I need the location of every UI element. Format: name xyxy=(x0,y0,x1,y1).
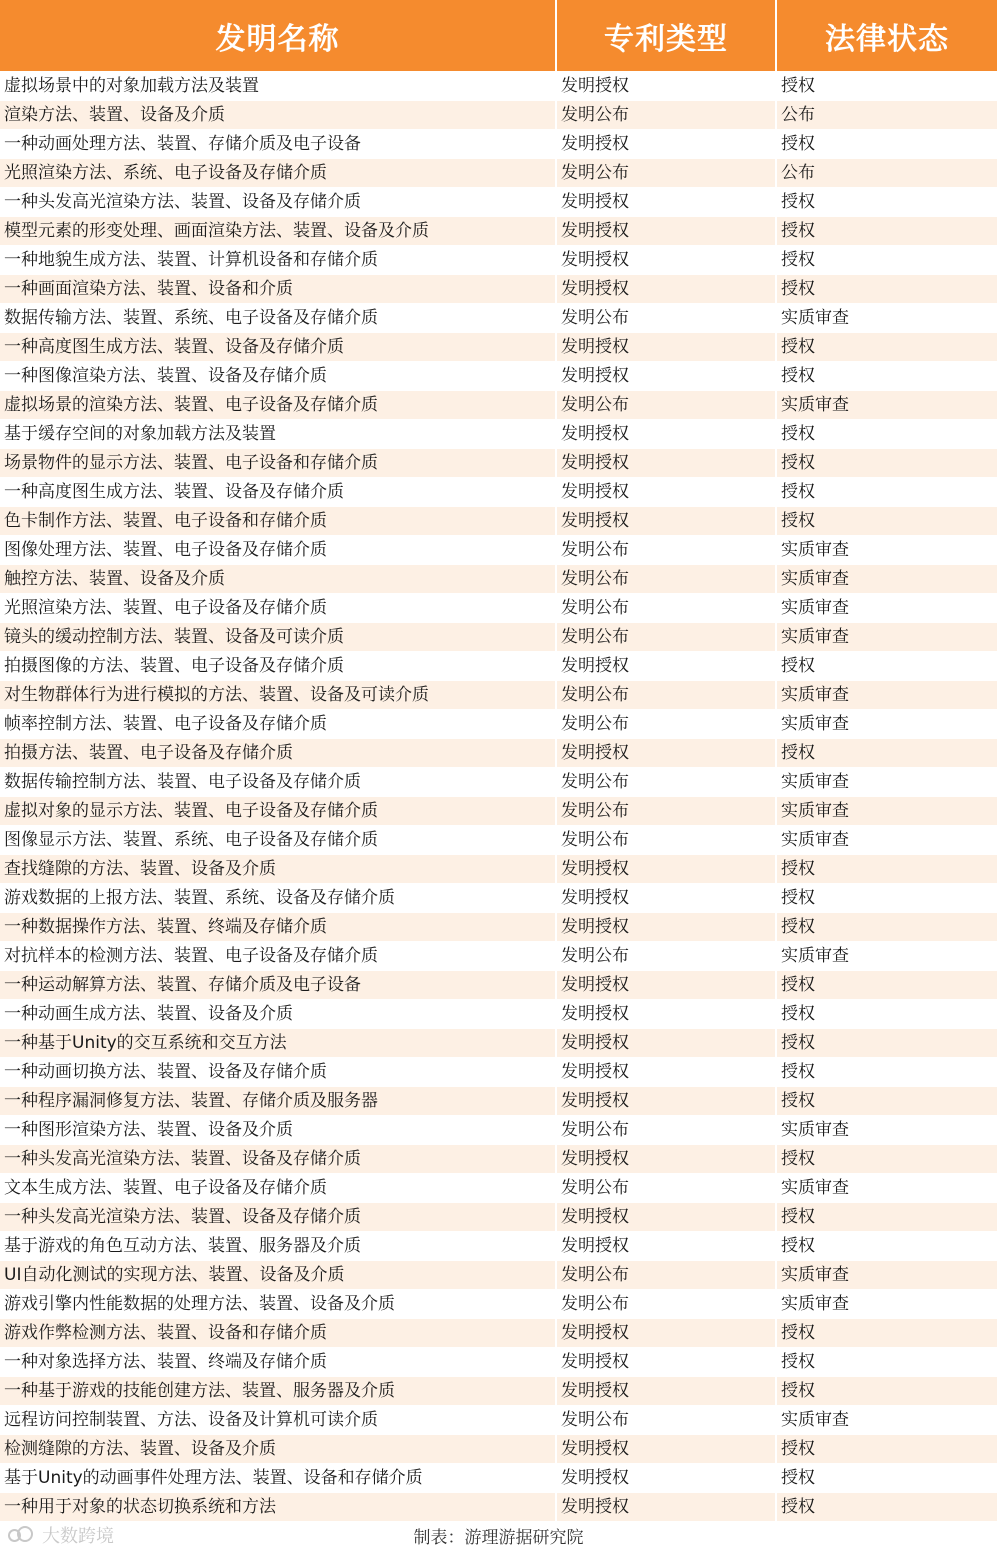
table-row xyxy=(0,1406,997,1435)
cell-legal-status: 公布 xyxy=(777,159,997,187)
cell-patent-type: 发明授权 xyxy=(557,855,775,883)
table-row xyxy=(0,884,997,913)
table-row xyxy=(0,304,997,333)
cell-invention-name: 数据传输方法、装置、系统、电子设备及存储介质 xyxy=(0,304,555,332)
cell-patent-type: 发明授权 xyxy=(557,1435,775,1463)
cell-legal-status: 授权 xyxy=(777,971,997,999)
table-row xyxy=(0,1261,997,1290)
cell-invention-name: 数据传输控制方法、装置、电子设备及存储介质 xyxy=(0,768,555,796)
cell-patent-type: 发明公布 xyxy=(557,1290,775,1318)
cell-invention-name: 一种头发高光渲染方法、装置、设备及存储介质 xyxy=(0,1145,555,1173)
cell-legal-status: 授权 xyxy=(777,1203,997,1231)
cell-invention-name: 光照渲染方法、系统、电子设备及存储介质 xyxy=(0,159,555,187)
cell-invention-name: 渲染方法、装置、设备及介质 xyxy=(0,101,555,129)
cell-legal-status: 公布 xyxy=(777,101,997,129)
table-row xyxy=(0,1000,997,1029)
cell-invention-name: 触控方法、装置、设备及介质 xyxy=(0,565,555,593)
cell-invention-name: 一种程序漏洞修复方法、装置、存储介质及服务器 xyxy=(0,1087,555,1115)
cell-invention-name: 一种运动解算方法、装置、存储介质及电子设备 xyxy=(0,971,555,999)
table-row xyxy=(0,1348,997,1377)
table-row xyxy=(0,362,997,391)
cell-invention-name: 虚拟场景的渲染方法、装置、电子设备及存储介质 xyxy=(0,391,555,419)
cell-patent-type: 发明授权 xyxy=(557,333,775,361)
cell-invention-name: 拍摄方法、装置、电子设备及存储介质 xyxy=(0,739,555,767)
cell-patent-type: 发明授权 xyxy=(557,739,775,767)
cell-legal-status: 实质审查 xyxy=(777,1174,997,1202)
cell-legal-status: 授权 xyxy=(777,1464,997,1492)
cell-invention-name: 场景物件的显示方法、装置、电子设备和存储介质 xyxy=(0,449,555,477)
cell-legal-status: 授权 xyxy=(777,420,997,448)
table-row xyxy=(0,478,997,507)
cell-legal-status: 实质审查 xyxy=(777,565,997,593)
table-row xyxy=(0,217,997,246)
cell-legal-status: 授权 xyxy=(777,188,997,216)
cell-patent-type: 发明授权 xyxy=(557,652,775,680)
table-row xyxy=(0,1087,997,1116)
table-row xyxy=(0,246,997,275)
cell-legal-status: 授权 xyxy=(777,1493,997,1521)
cell-legal-status: 授权 xyxy=(777,333,997,361)
cell-invention-name: 一种基于游戏的技能创建方法、装置、服务器及介质 xyxy=(0,1377,555,1405)
cell-legal-status: 实质审查 xyxy=(777,797,997,825)
cell-invention-name: 远程访问控制装置、方法、设备及计算机可读介质 xyxy=(0,1406,555,1434)
table-row xyxy=(0,855,997,884)
cell-legal-status: 实质审查 xyxy=(777,594,997,622)
cell-invention-name: 一种动画处理方法、装置、存储介质及电子设备 xyxy=(0,130,555,158)
table-row xyxy=(0,1464,997,1493)
cell-invention-name: 色卡制作方法、装置、电子设备和存储介质 xyxy=(0,507,555,535)
cell-legal-status: 实质审查 xyxy=(777,768,997,796)
cell-legal-status: 实质审查 xyxy=(777,536,997,564)
cell-legal-status: 授权 xyxy=(777,1145,997,1173)
header-legal-status: 法律状态 xyxy=(777,0,997,71)
cell-legal-status: 授权 xyxy=(777,855,997,883)
cell-invention-name: 基于游戏的角色互动方法、装置、服务器及介质 xyxy=(0,1232,555,1260)
table-row xyxy=(0,768,997,797)
cell-patent-type: 发明授权 xyxy=(557,971,775,999)
cell-invention-name: 查找缝隙的方法、装置、设备及介质 xyxy=(0,855,555,883)
table-header xyxy=(0,0,997,71)
cell-legal-status: 授权 xyxy=(777,275,997,303)
table-row xyxy=(0,942,997,971)
header-patent-type: 专利类型 xyxy=(557,0,775,71)
watermark-text: 大数跨境 xyxy=(42,1526,114,1547)
cell-patent-type: 发明授权 xyxy=(557,1029,775,1057)
cell-legal-status: 实质审查 xyxy=(777,391,997,419)
cell-invention-name: 一种头发高光渲染方法、装置、设备及存储介质 xyxy=(0,1203,555,1231)
cell-patent-type: 发明授权 xyxy=(557,1203,775,1231)
cell-legal-status: 授权 xyxy=(777,72,997,100)
cell-patent-type: 发明公布 xyxy=(557,536,775,564)
cell-patent-type: 发明公布 xyxy=(557,942,775,970)
cell-legal-status: 授权 xyxy=(777,1435,997,1463)
cell-legal-status: 实质审查 xyxy=(777,1290,997,1318)
table-row xyxy=(0,1232,997,1261)
cell-patent-type: 发明公布 xyxy=(557,710,775,738)
cell-patent-type: 发明公布 xyxy=(557,391,775,419)
cell-patent-type: 发明授权 xyxy=(557,130,775,158)
table-row xyxy=(0,1377,997,1406)
cell-legal-status: 授权 xyxy=(777,478,997,506)
cell-legal-status: 实质审查 xyxy=(777,1406,997,1434)
table-row xyxy=(0,681,997,710)
cell-invention-name: 对生物群体行为进行模拟的方法、装置、设备及可读介质 xyxy=(0,681,555,709)
cell-invention-name: 基于缓存空间的对象加载方法及装置 xyxy=(0,420,555,448)
cell-patent-type: 发明公布 xyxy=(557,1261,775,1289)
cell-legal-status: 实质审查 xyxy=(777,826,997,854)
cell-invention-name: 一种数据操作方法、装置、终端及存储介质 xyxy=(0,913,555,941)
cell-patent-type: 发明授权 xyxy=(557,1319,775,1347)
cell-legal-status: 授权 xyxy=(777,1087,997,1115)
cell-legal-status: 授权 xyxy=(777,1377,997,1405)
table-row xyxy=(0,101,997,130)
cell-legal-status: 实质审查 xyxy=(777,1116,997,1144)
table-row xyxy=(0,739,997,768)
cell-invention-name: 文本生成方法、装置、电子设备及存储介质 xyxy=(0,1174,555,1202)
table-row xyxy=(0,1145,997,1174)
cell-invention-name: 拍摄图像的方法、装置、电子设备及存储介质 xyxy=(0,652,555,680)
table-row xyxy=(0,275,997,304)
cell-legal-status: 实质审查 xyxy=(777,710,997,738)
cell-patent-type: 发明公布 xyxy=(557,826,775,854)
cell-invention-name: 游戏引擎内性能数据的处理方法、装置、设备及介质 xyxy=(0,1290,555,1318)
cell-legal-status: 授权 xyxy=(777,884,997,912)
cell-patent-type: 发明公布 xyxy=(557,1116,775,1144)
cell-legal-status: 授权 xyxy=(777,1029,997,1057)
cell-legal-status: 授权 xyxy=(777,1058,997,1086)
cell-patent-type: 发明授权 xyxy=(557,217,775,245)
cell-legal-status: 授权 xyxy=(777,913,997,941)
table-footer xyxy=(0,1521,997,1550)
cell-patent-type: 发明授权 xyxy=(557,188,775,216)
cell-legal-status: 授权 xyxy=(777,1232,997,1260)
cell-patent-type: 发明授权 xyxy=(557,507,775,535)
table-row xyxy=(0,594,997,623)
table-row xyxy=(0,333,997,362)
table-row xyxy=(0,623,997,652)
table-row xyxy=(0,1319,997,1348)
cell-patent-type: 发明公布 xyxy=(557,1406,775,1434)
cell-legal-status: 授权 xyxy=(777,130,997,158)
cell-patent-type: 发明公布 xyxy=(557,565,775,593)
cell-patent-type: 发明授权 xyxy=(557,72,775,100)
cell-invention-name: 一种动画切换方法、装置、设备及存储介质 xyxy=(0,1058,555,1086)
cell-invention-name: 一种基于Unity的交互系统和交互方法 xyxy=(0,1029,555,1057)
table-row xyxy=(0,130,997,159)
cell-invention-name: UI自动化测试的实现方法、装置、设备及介质 xyxy=(0,1261,555,1289)
table-row xyxy=(0,826,997,855)
cell-patent-type: 发明授权 xyxy=(557,362,775,390)
cell-invention-name: 虚拟对象的显示方法、装置、电子设备及存储介质 xyxy=(0,797,555,825)
cell-legal-status: 授权 xyxy=(777,217,997,245)
cell-patent-type: 发明授权 xyxy=(557,1000,775,1028)
table-row xyxy=(0,188,997,217)
cell-invention-name: 一种高度图生成方法、装置、设备及存储介质 xyxy=(0,478,555,506)
cell-legal-status: 授权 xyxy=(777,652,997,680)
cell-patent-type: 发明公布 xyxy=(557,594,775,622)
cell-invention-name: 模型元素的形变处理、画面渲染方法、装置、设备及介质 xyxy=(0,217,555,245)
table-row xyxy=(0,971,997,1000)
table-row xyxy=(0,449,997,478)
cell-patent-type: 发明授权 xyxy=(557,1348,775,1376)
table-row xyxy=(0,1029,997,1058)
cell-legal-status: 实质审查 xyxy=(777,1261,997,1289)
cell-legal-status: 授权 xyxy=(777,507,997,535)
cell-invention-name: 游戏作弊检测方法、装置、设备和存储介质 xyxy=(0,1319,555,1347)
cell-legal-status: 实质审查 xyxy=(777,681,997,709)
cell-patent-type: 发明授权 xyxy=(557,1232,775,1260)
cell-invention-name: 一种地貌生成方法、装置、计算机设备和存储介质 xyxy=(0,246,555,274)
table-row xyxy=(0,159,997,188)
cell-patent-type: 发明公布 xyxy=(557,681,775,709)
cell-patent-type: 发明公布 xyxy=(557,101,775,129)
cell-patent-type: 发明公布 xyxy=(557,304,775,332)
table-row xyxy=(0,72,997,101)
cell-invention-name: 游戏数据的上报方法、装置、系统、设备及存储介质 xyxy=(0,884,555,912)
cell-legal-status: 授权 xyxy=(777,1000,997,1028)
cell-patent-type: 发明授权 xyxy=(557,246,775,274)
cell-patent-type: 发明授权 xyxy=(557,913,775,941)
cell-patent-type: 发明授权 xyxy=(557,1377,775,1405)
table-row xyxy=(0,507,997,536)
cell-invention-name: 帧率控制方法、装置、电子设备及存储介质 xyxy=(0,710,555,738)
table-row xyxy=(0,1203,997,1232)
cell-patent-type: 发明授权 xyxy=(557,884,775,912)
table-credit: 制表：游理游据研究院 xyxy=(413,1528,584,1548)
table-row xyxy=(0,1174,997,1203)
cell-patent-type: 发明公布 xyxy=(557,623,775,651)
cell-legal-status: 授权 xyxy=(777,1348,997,1376)
cell-patent-type: 发明授权 xyxy=(557,1058,775,1086)
cell-patent-type: 发明授权 xyxy=(557,1464,775,1492)
table-row xyxy=(0,913,997,942)
table-row xyxy=(0,391,997,420)
cell-invention-name: 基于Unity的动画事件处理方法、装置、设备和存储介质 xyxy=(0,1464,555,1492)
cell-invention-name: 一种对象选择方法、装置、终端及存储介质 xyxy=(0,1348,555,1376)
cell-patent-type: 发明授权 xyxy=(557,478,775,506)
cell-patent-type: 发明公布 xyxy=(557,797,775,825)
cell-legal-status: 授权 xyxy=(777,449,997,477)
table-row xyxy=(0,565,997,594)
cell-invention-name: 图像处理方法、装置、电子设备及存储介质 xyxy=(0,536,555,564)
cell-patent-type: 发明公布 xyxy=(557,1174,775,1202)
cell-legal-status: 实质审查 xyxy=(777,304,997,332)
cell-invention-name: 虚拟场景中的对象加载方法及装置 xyxy=(0,72,555,100)
cell-invention-name: 图像显示方法、装置、系统、电子设备及存储介质 xyxy=(0,826,555,854)
cell-legal-status: 实质审查 xyxy=(777,942,997,970)
cell-legal-status: 授权 xyxy=(777,246,997,274)
cell-invention-name: 一种用于对象的状态切换系统和方法 xyxy=(0,1493,555,1521)
cell-invention-name: 一种画面渲染方法、装置、设备和介质 xyxy=(0,275,555,303)
cell-invention-name: 一种动画生成方法、装置、设备及介质 xyxy=(0,1000,555,1028)
cell-patent-type: 发明授权 xyxy=(557,1493,775,1521)
cell-invention-name: 一种图像渲染方法、装置、设备及存储介质 xyxy=(0,362,555,390)
cell-legal-status: 授权 xyxy=(777,362,997,390)
cell-patent-type: 发明授权 xyxy=(557,420,775,448)
table-row xyxy=(0,1493,997,1522)
table-row xyxy=(0,652,997,681)
cell-invention-name: 镜头的缓动控制方法、装置、设备及可读介质 xyxy=(0,623,555,651)
table-row xyxy=(0,1116,997,1145)
cell-patent-type: 发明授权 xyxy=(557,449,775,477)
table-row xyxy=(0,420,997,449)
cell-patent-type: 发明公布 xyxy=(557,768,775,796)
cell-patent-type: 发明授权 xyxy=(557,1145,775,1173)
table-row xyxy=(0,1058,997,1087)
table-row xyxy=(0,710,997,739)
cell-patent-type: 发明授权 xyxy=(557,1087,775,1115)
cell-legal-status: 授权 xyxy=(777,739,997,767)
cell-invention-name: 光照渲染方法、装置、电子设备及存储介质 xyxy=(0,594,555,622)
cell-invention-name: 对抗样本的检测方法、装置、电子设备及存储介质 xyxy=(0,942,555,970)
cell-invention-name: 一种图形渲染方法、装置、设备及介质 xyxy=(0,1116,555,1144)
cell-invention-name: 一种头发高光渲染方法、装置、设备及存储介质 xyxy=(0,188,555,216)
table-row xyxy=(0,1290,997,1319)
cell-patent-type: 发明授权 xyxy=(557,275,775,303)
header-invention-name: 发明名称 xyxy=(0,0,555,71)
cell-legal-status: 授权 xyxy=(777,1319,997,1347)
table-row xyxy=(0,1435,997,1464)
table-row xyxy=(0,536,997,565)
table-row xyxy=(0,797,997,826)
cell-invention-name: 检测缝隙的方法、装置、设备及介质 xyxy=(0,1435,555,1463)
cell-legal-status: 实质审查 xyxy=(777,623,997,651)
cell-patent-type: 发明公布 xyxy=(557,159,775,187)
cell-invention-name: 一种高度图生成方法、装置、设备及存储介质 xyxy=(0,333,555,361)
